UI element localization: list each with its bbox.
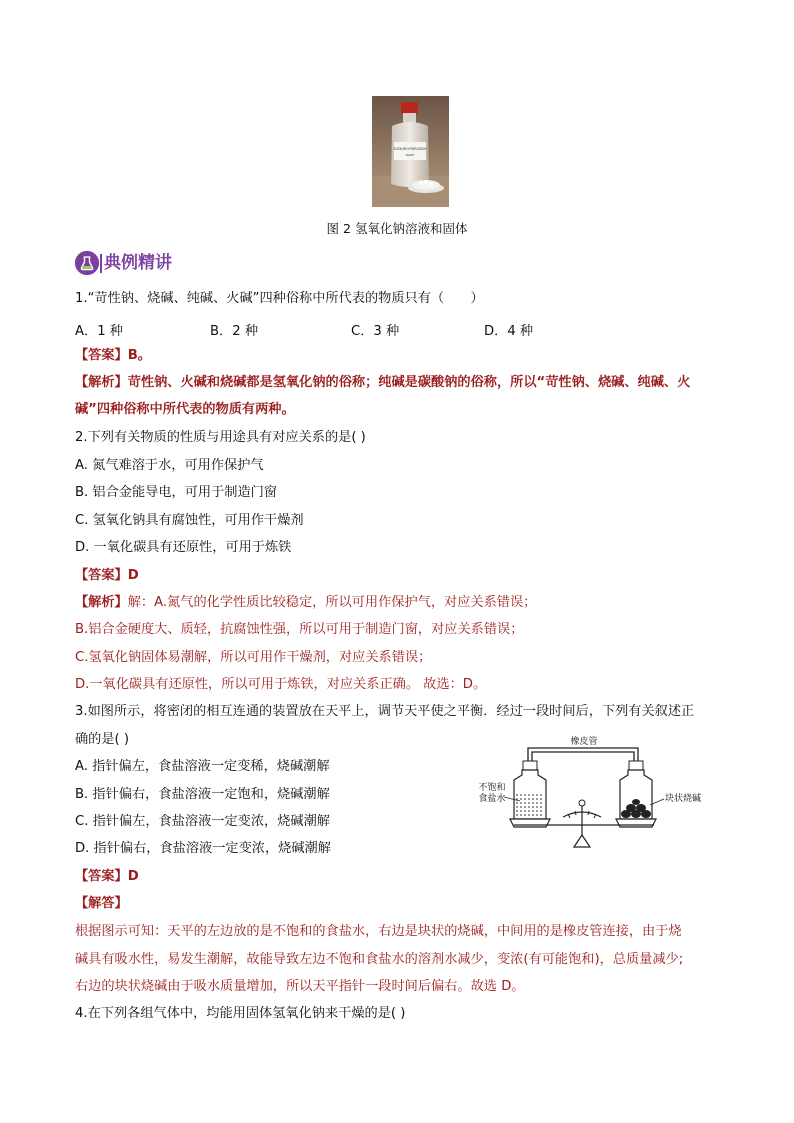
q3-stem-line2: 确的是( )	[75, 732, 130, 747]
flask-icon	[75, 251, 99, 275]
q1-option-b: B．2 种	[210, 324, 259, 339]
salt-water-liquid	[515, 793, 545, 818]
q3-option-a: A. 指针偏左，食盐溶液一定变稀，烧碱潮解	[75, 759, 330, 774]
q1-stem: 1.“苛性钠、烧碱、纯碱、火碱”四种俗称中所代表的物质只有（ ）	[75, 291, 484, 306]
q3-option-c: C. 指针偏左，食盐溶液一定变浓，烧碱潮解	[75, 814, 330, 829]
q2-analysis-text1: 解：A.氮气的化学性质比较稳定，所以可用作保护气，对应关系错误；	[127, 595, 537, 610]
balance-apparatus-diagram	[478, 735, 728, 855]
q2-analysis-label: 【解析】	[75, 595, 128, 610]
q3-option-d: D. 指针偏右，食盐溶液一定变浓，烧碱潮解	[75, 841, 331, 856]
naoh-bottle-photo	[372, 96, 449, 207]
q2-option-b: B. 铝合金能导电，可用于制造门窗	[75, 485, 278, 500]
tube-label: 橡皮管	[570, 737, 598, 747]
section-title: 典例精讲	[104, 253, 172, 273]
q2-option-c: C. 氢氧化钠具有腐蚀性，可用作干燥剂	[75, 513, 304, 528]
q1-option-d: D．4 种	[484, 324, 534, 339]
left-label-2: 食盐水	[478, 794, 506, 804]
q3-stem-line1: 3.如图所示，将密闭的相互连通的装置放在天平上，调节天平使之平衡．经过一段时间后，下列有关叙述正	[75, 704, 695, 719]
q4-stem: 4.在下列各组气体中，均能用固体氢氧化钠来干燥的是( )	[75, 1006, 406, 1021]
figure-caption: 图 2 氢氧化钠溶液和固体	[326, 221, 468, 236]
q2-answer: 【答案】D	[75, 568, 139, 583]
q2-analysis-line3: C.氢氧化钠固体易潮解，所以可用作干燥剂，对应关系错误；	[75, 650, 432, 665]
q3-option-b: B. 指针偏右，食盐溶液一定饱和，烧碱潮解	[75, 787, 330, 802]
q1-analysis-line1: 【解析】苛性钠、火碱和烧碱都是氢氧化钠的俗称；纯碱是碳酸钠的俗称，所以“苛性钠、烧碱、纯碱、火	[75, 375, 691, 390]
left-label-1: 不饱和	[478, 783, 506, 793]
q2-analysis-line2: B.铝合金硬度大、质轻，抗腐蚀性强，所以可用于制造门窗，对应关系错误；	[75, 622, 524, 637]
q2-option-a: A. 氮气难溶于水，可用作保护气	[75, 458, 264, 473]
q2-analysis-line1	[75, 594, 536, 612]
q3-solution-label: 【解答】	[75, 896, 128, 911]
bottle-label-formula: NaOH	[405, 153, 415, 157]
q3-answer: 【答案】D	[75, 869, 139, 884]
q3-solution-line3: 右边的块状烧碱由于吸水质量增加，所以天平指针一段时间后偏右。故选 D。	[75, 979, 525, 994]
q2-stem: 2.下列有关物质的性质与用途具有对应关系的是( )	[75, 430, 366, 445]
q1-option-c: C．3 种	[351, 324, 400, 339]
q2-analysis-line4: D.一氧化碳具有还原性，所以可用于炼铁，对应关系正确。 故选：D。	[75, 677, 487, 692]
q1-analysis-line2: 碱”四种俗称中所代表的物质有两种。	[75, 402, 295, 417]
q1-option-a: A．1 种	[75, 324, 123, 339]
q2-option-d: D. 一氧化碳具有还原性，可用于炼铁	[75, 540, 292, 555]
q3-solution-line1: 根据图示可知：天平的左边放的是不饱和的食盐水，右边是块状的烧碱，中间用的是橡皮管连接，由于烧	[75, 924, 682, 939]
q3-solution-line2: 碱具有吸水性，易发生潮解，故能导致左边不饱和食盐水的溶剂水减少，变浓(有可能饱和)，总质量减少;	[75, 952, 684, 967]
right-label: 块状烧碱	[664, 794, 702, 804]
q1-answer: 【答案】B。	[75, 348, 151, 363]
bottle-label-text: SODIUM HYDROXIDE	[393, 147, 427, 151]
section-divider	[100, 254, 102, 273]
